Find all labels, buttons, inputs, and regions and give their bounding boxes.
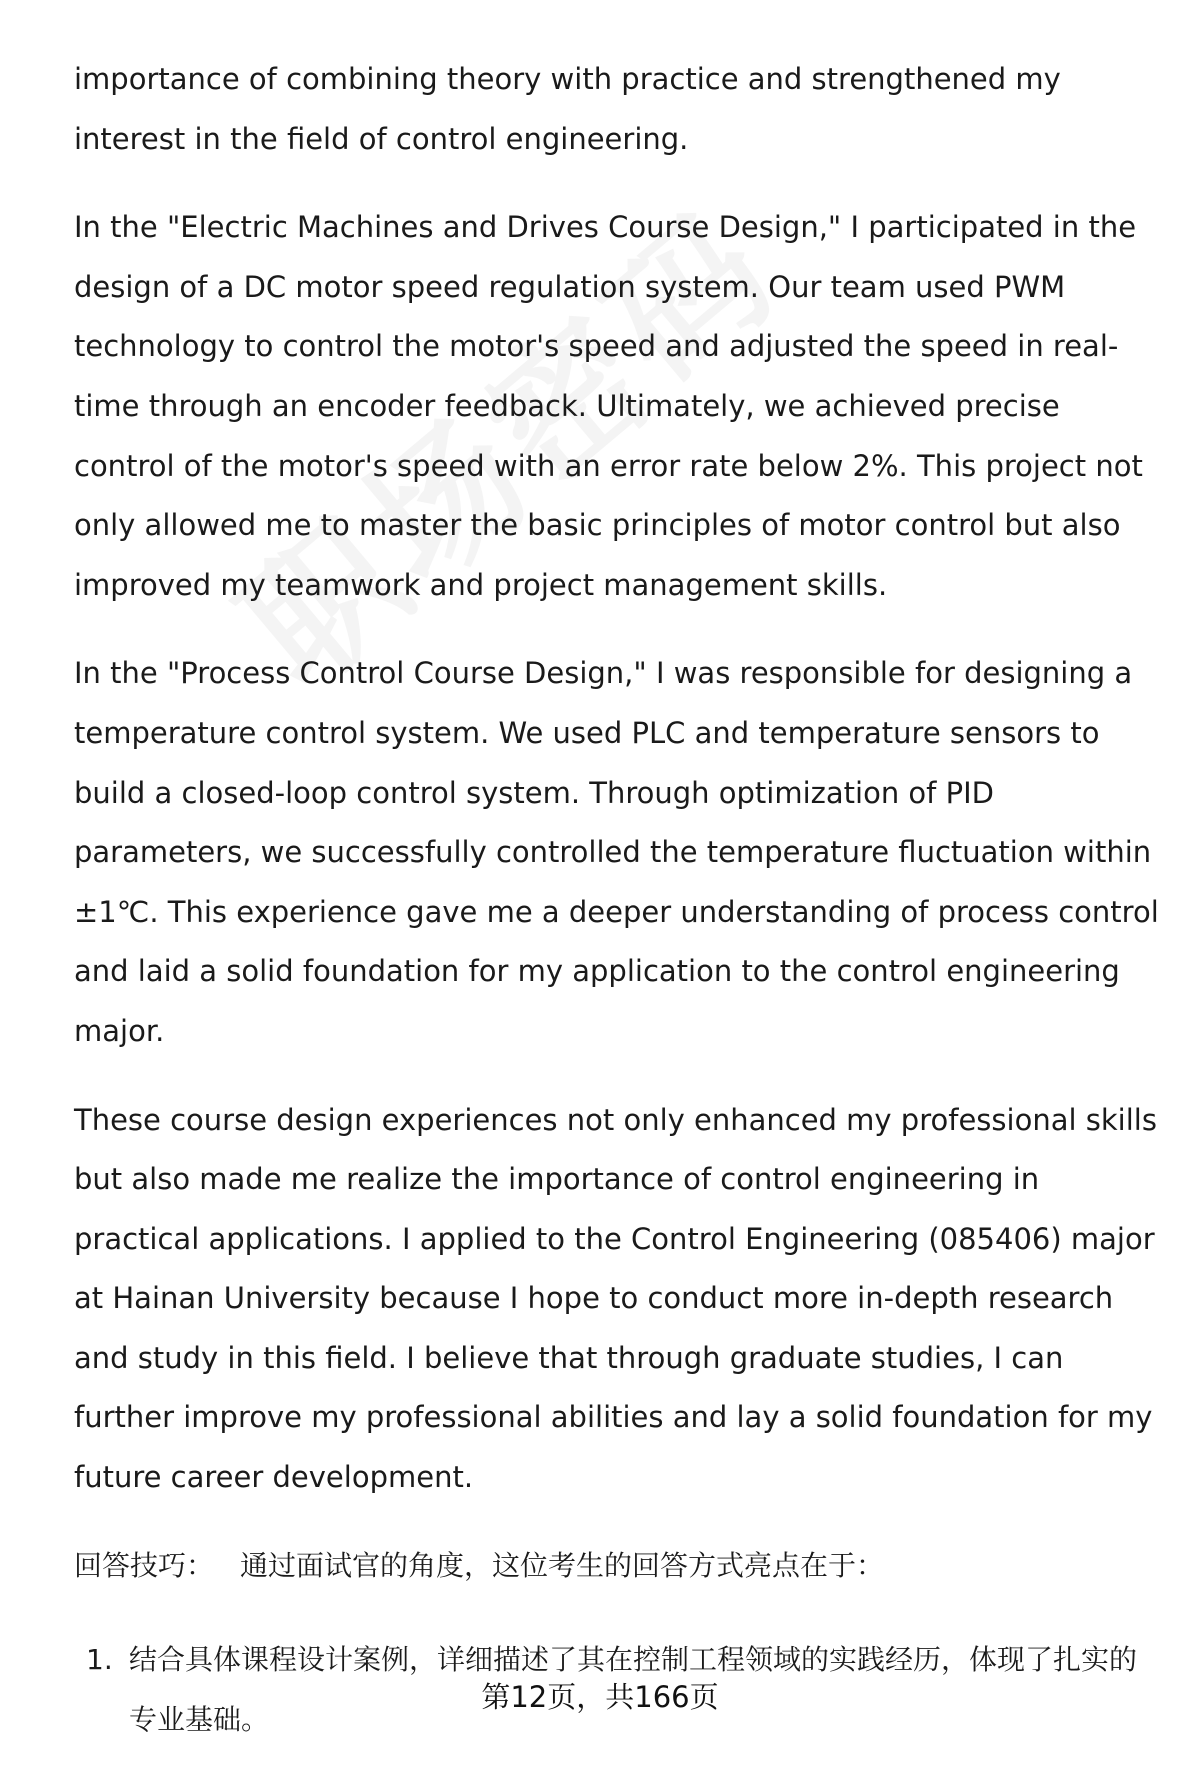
paragraph-conclusion: These course design experiences not only enhanced my professional skills but also made me realize the importance of control engineering in practical applications. I applied to the Control Engineering (085406) major at Hainan University because I hope to conduct more in-depth research and study in this field. I believe that through graduate studies, I can further improve my professional abilities and lay a solid foundation for my future career development. (74, 1102, 1157, 1495)
document-body (74, 50, 1164, 1766)
page-number-footer: 第12页，共166页 (481, 1680, 719, 1714)
answer-tips-intro: 通过面试官的角度，这位考生的回答方式亮点在于： (240, 1548, 885, 1582)
list-item-text: 结合具体课程设计案例，详细描述了其在控制工程领域的实践经历，体现了扎实的专业基础。 (129, 1642, 1138, 1736)
paragraph-motor-design: In the "Electric Machines and Drives Course Design," I participated in the design of a DC motor speed regulation system. Our team used PWM technology to control the motor's speed and adjusted the speed in real-time through an encoder feedback. Ultimately, we achieved precise control of the motor's speed with an error rate below 2%. This project not only allowed me to master the basic principles of motor control but also improved my teamwork and project management skills. (74, 210, 1143, 602)
answer-tips-label: 回答技巧： (74, 1548, 215, 1582)
paragraph-process-control: In the "Process Control Course Design," I was responsible for designing a temperature control system. We used PLC and temperature sensors to build a closed-loop control system. Through optimization of PID parameters, we successfully controlled the temperature fluctuation within ±1℃. This experience gave me a deeper understanding of process control and laid a solid foundation for my application to the control engineering major. (74, 656, 1159, 1048)
paragraph-continuation: importance of combining theory with practice and strengthened my interest in the field of control engineering. (74, 62, 1061, 156)
answer-tips-heading (74, 1538, 1164, 1594)
list-item-number: 1. (86, 1642, 113, 1676)
